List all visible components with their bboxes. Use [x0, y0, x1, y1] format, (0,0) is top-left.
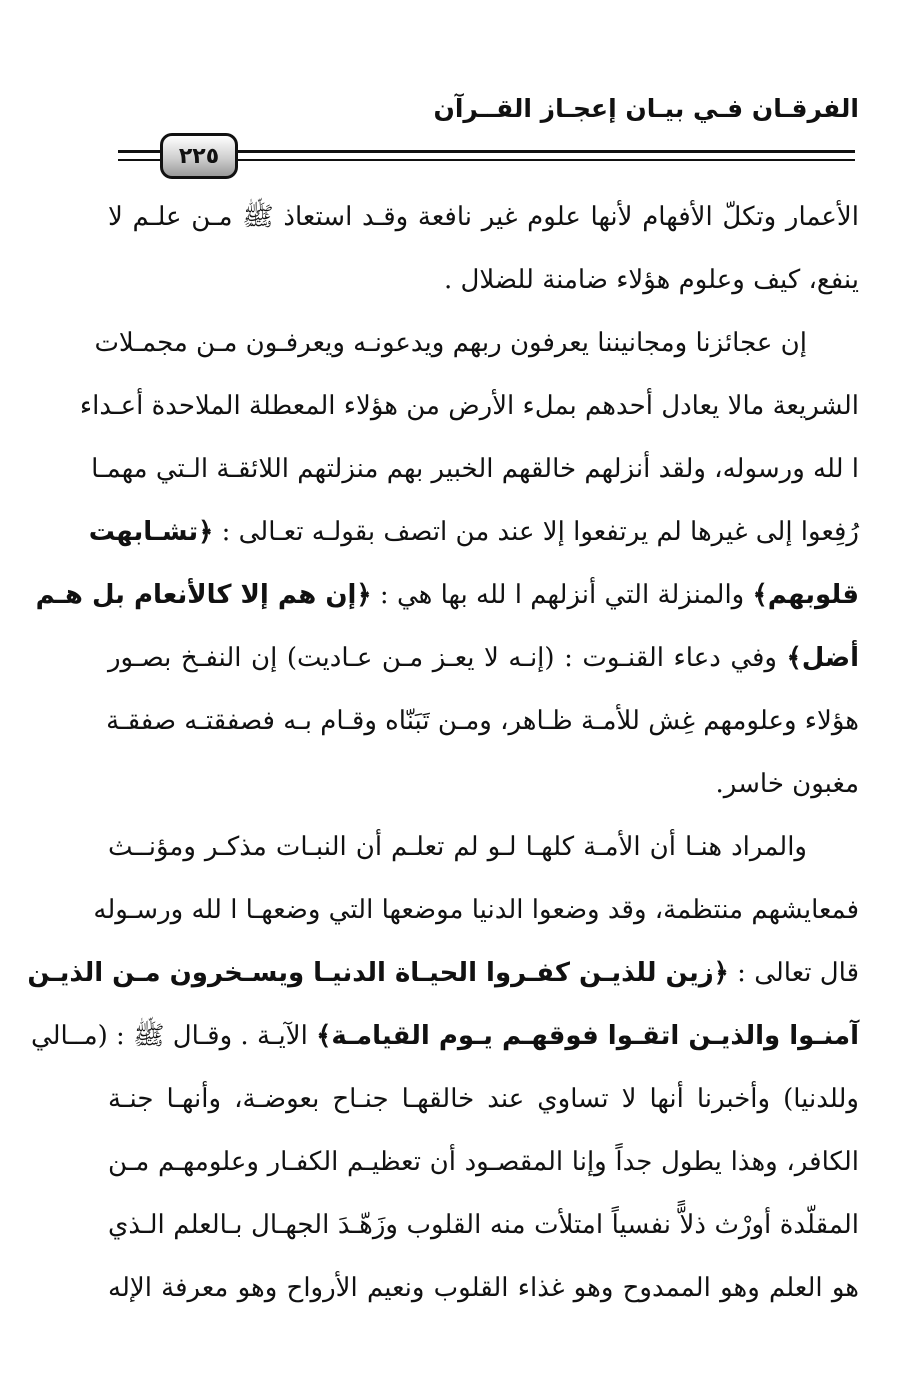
text-line — [93, 879, 859, 942]
text-line — [108, 627, 859, 690]
text-line — [108, 1131, 859, 1194]
quran-quote: ﴿إن هم إلا كالأنعام بل هـم — [35, 580, 372, 610]
text-line — [35, 564, 859, 627]
text-line — [30, 1005, 859, 1068]
text-line — [108, 1194, 859, 1257]
text-segment: وفي دعاء القنـوت : (إنـه لا يعـز مـن عـاديت) إن النفـخ بصـور — [108, 643, 787, 673]
text-segment: هو العلم وهو الممدوح وهو غذاء القلوب ونعيم الأرواح وهو معرفة الإله — [108, 1273, 859, 1303]
text-segment: الأعمار وتكلّ الأفهام لأنها علوم غير نافعة وقـد استعاذ ﷺ مـن علـم لا — [108, 202, 859, 232]
text-segment: الآيـة . وقـال ﷺ : (مــالي — [30, 1021, 317, 1051]
text-segment: المقلّدة أورْث ذلاًّ نفسياً امتلأت منه القلوب وزَهّـدَ الجهـال بـالعلم الـذي — [108, 1210, 859, 1240]
text-segment: ا لله ورسوله، ولقد أنزلهم خالقهم الخبير بهم منزلتهم اللائقـة الـتي مهمـا — [91, 454, 859, 484]
text-segment: وللدنيا) وأخبرنا أنها لا تساوي عند خالقهـا جنـاح بعوضـة، وأنهـا جنـة — [108, 1084, 859, 1114]
text-segment: مغبون خاسر. — [715, 769, 859, 799]
text-line — [108, 1068, 859, 1131]
text-line — [94, 312, 859, 375]
text-line — [91, 438, 859, 501]
text-line — [108, 186, 859, 249]
text-line — [108, 816, 859, 879]
text-line — [27, 942, 859, 1005]
text-segment: الكافر، وهذا يطول جداً وإنا المقصـود أن تعظيـم الكفـار وعلومهـم مـن — [108, 1147, 859, 1177]
quran-quote: ﴿تشـابهت — [88, 517, 214, 547]
text-segment: قال تعالى : — [728, 958, 859, 988]
text-segment: الشريعة مالا يعادل أحدهم بملء الأرض من هؤلاء المعطلة الملاحدة أعـداء — [79, 391, 859, 421]
text-segment: والمنزلة التي أنزلهم ا لله بها هي : — [371, 580, 753, 610]
body-text — [27, 186, 859, 1320]
text-segment: هؤلاء وعلومهم غِش للأمـة ظـاهر، ومـن تَبَنّاه وقـام بـه فصفقتـه صفقـة — [106, 706, 859, 736]
text-line — [88, 501, 859, 564]
quran-quote: قلوبهم﴾ — [752, 580, 859, 610]
text-segment: ينفع، كيف وعلوم هؤلاء ضامنة للضلال . — [443, 265, 859, 295]
text-line — [79, 375, 859, 438]
page-number-badge — [160, 133, 238, 179]
text-segment: فمعايشهم منتظمة، وقد وضعوا الدنيا موضعها التي وضعهـا ا لله ورسـوله — [93, 895, 859, 925]
text-segment: رُفِعوا إلى غيرها لم يرتفعوا إلا عند من اتصف بقولـه تعـالى : — [213, 517, 859, 547]
quran-quote: أضل﴾ — [786, 643, 859, 673]
text-line — [108, 690, 859, 753]
quran-quote: ﴿زين للذيـن كفـروا الحيـاة الدنيـا ويسـخرون مـن الذيـن — [27, 958, 729, 988]
quran-quote: آمنـوا والذيـن اتقـوا فوقهـم يـوم القيامـة﴾ — [316, 1021, 859, 1051]
text-line — [108, 249, 859, 312]
running-header-title: الفرقـان فـي بيـان إعجـاز القــرآن — [433, 94, 859, 123]
text-line — [108, 1257, 859, 1320]
text-segment: والمراد هنـا أن الأمـة كلهـا لـو لم تعلـم أن النبـات مذكـر ومؤنــث — [108, 832, 807, 862]
page-number: ٢٢٥ — [178, 143, 220, 169]
text-segment: إن عجائزنا ومجانيننا يعرفون ربهم ويدعونـه ويعرفـون مـن مجمـلات — [94, 328, 807, 358]
text-line — [108, 753, 859, 816]
